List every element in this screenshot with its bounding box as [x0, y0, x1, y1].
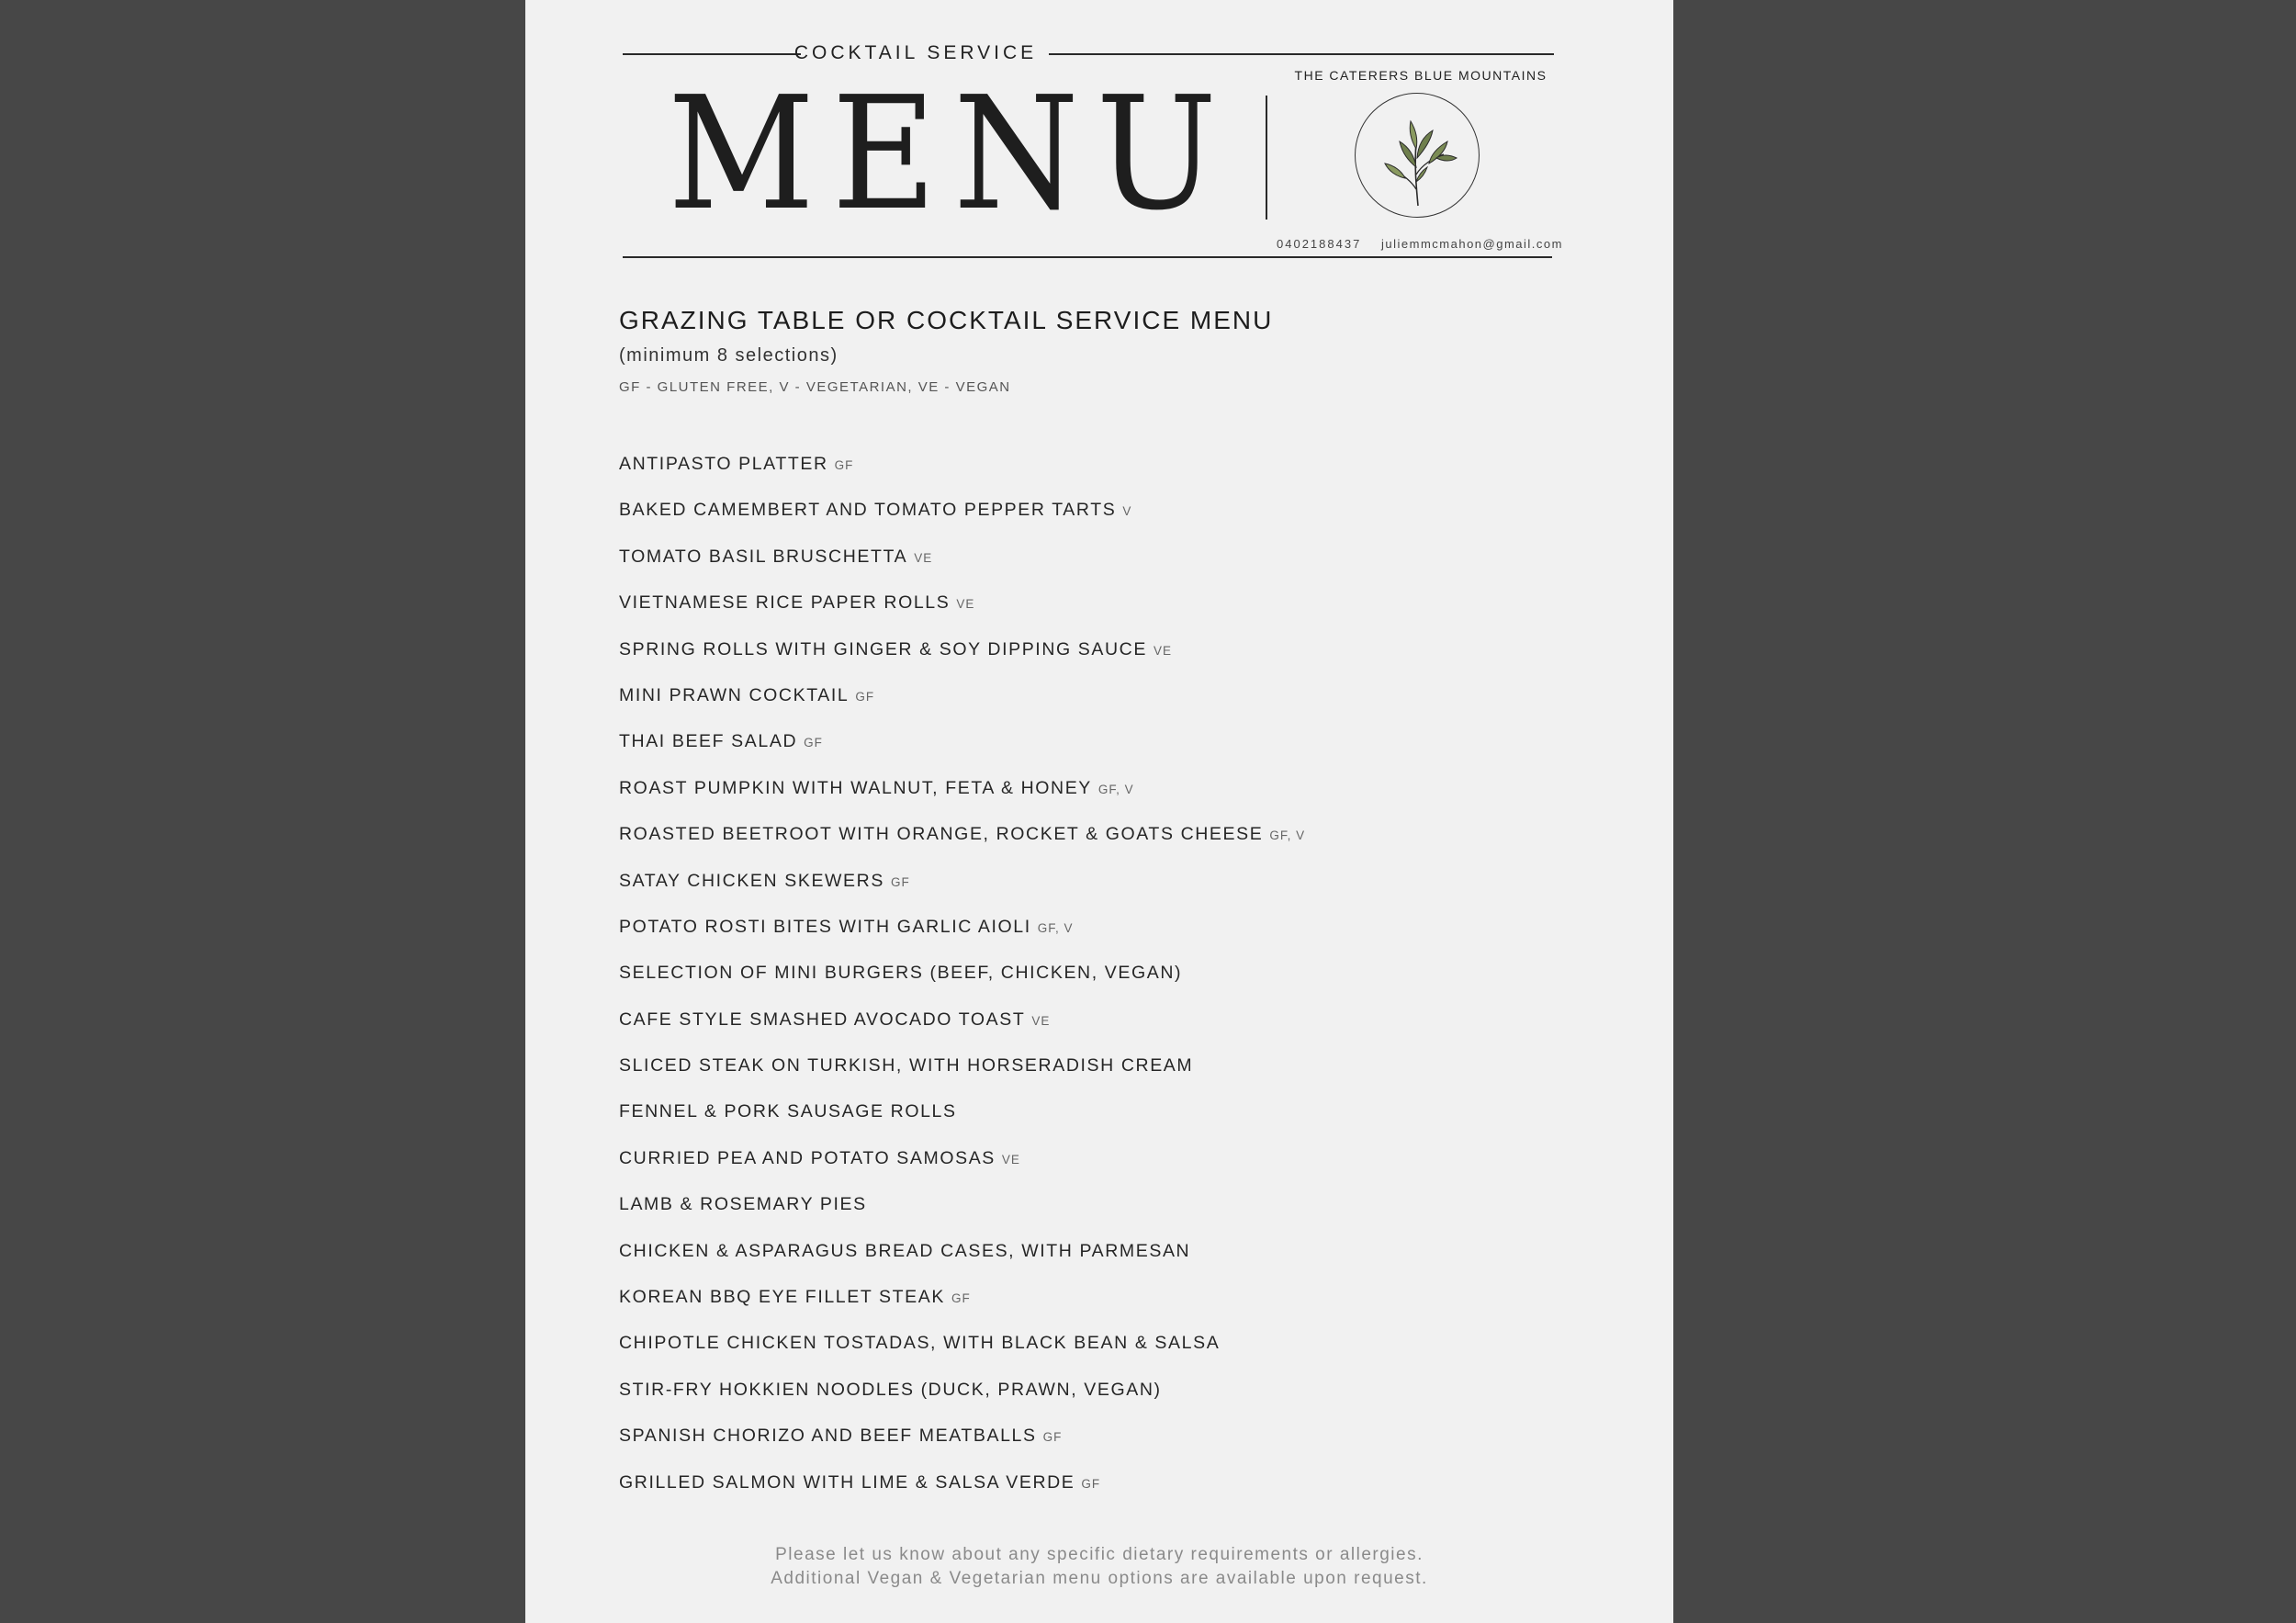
dietary-tag: GF — [834, 458, 854, 472]
menu-item-name: SPRING ROLLS WITH GINGER & SOY DIPPING SAUCE — [619, 638, 1147, 659]
dietary-tag: GF, V — [1269, 828, 1306, 843]
header-rule-bottom — [623, 256, 1552, 258]
menu-page — [525, 0, 1673, 1623]
menu-item — [619, 681, 1305, 727]
section-subtitle: (minimum 8 selections) — [619, 345, 838, 366]
header-divider — [1266, 96, 1267, 220]
menu-item — [619, 495, 1305, 541]
header-kicker: COCKTAIL SERVICE — [793, 42, 1038, 63]
menu-item — [619, 449, 1305, 495]
menu-item — [619, 1144, 1305, 1189]
menu-item — [619, 1328, 1305, 1374]
dietary-tag: GF, V — [1097, 782, 1134, 796]
header-rule-left — [623, 53, 801, 55]
menu-item-name: ROASTED BEETROOT WITH ORANGE, ROCKET & GOATS CHEESE — [619, 824, 1264, 845]
menu-item-name: KOREAN BBQ EYE FILLET STEAK — [619, 1287, 945, 1308]
dietary-tag: VE — [1031, 1013, 1051, 1028]
dietary-tag: GF — [855, 689, 875, 704]
contact-phone: 0402188437 — [1277, 237, 1362, 251]
menu-item — [619, 773, 1305, 819]
header-rule-right — [1049, 53, 1554, 55]
contact-email: juliemmcmahon@gmail.com — [1381, 237, 1563, 251]
menu-item — [619, 542, 1305, 588]
footer-note-2: Additional Vegan & Vegetarian menu options are available upon request. — [771, 1569, 1428, 1588]
menu-item-name: SELECTION OF MINI BURGERS (BEEF, CHICKEN, VEGAN) — [619, 963, 1183, 984]
menu-item-name: CHICKEN & ASPARAGUS BREAD CASES, WITH PARMESAN — [619, 1240, 1191, 1261]
menu-item-name: CHIPOTLE CHICKEN TOSTADAS, WITH BLACK BEAN & SALSA — [619, 1333, 1221, 1354]
menu-item — [619, 866, 1305, 912]
menu-item — [619, 727, 1305, 772]
menu-item-name: CURRIED PEA AND POTATO SAMOSAS — [619, 1147, 996, 1168]
menu-item — [619, 1468, 1305, 1514]
menu-item-name: MINI PRAWN COCKTAIL — [619, 684, 850, 705]
dietary-tag: GF — [890, 874, 910, 889]
menu-item-name: GRILLED SALMON WITH LIME & SALSA VERDE — [619, 1471, 1075, 1493]
menu-item-name: SLICED STEAK ON TURKISH, WITH HORSERADISH CREAM — [619, 1055, 1194, 1076]
menu-item-name: FENNEL & PORK SAUSAGE ROLLS — [619, 1101, 957, 1122]
menu-item — [619, 1189, 1305, 1235]
eucalyptus-leaf-icon — [1355, 93, 1480, 218]
menu-item — [619, 1375, 1305, 1421]
dietary-tag: GF, V — [1037, 920, 1074, 935]
dietary-tag: VE — [914, 550, 933, 565]
menu-items-list — [619, 449, 1305, 1514]
menu-item — [619, 1421, 1305, 1467]
dietary-tag: GF — [1081, 1476, 1101, 1491]
dietary-tag: GF — [951, 1291, 971, 1306]
menu-item — [619, 1236, 1305, 1282]
menu-item — [619, 635, 1305, 681]
menu-item — [619, 1097, 1305, 1143]
menu-item — [619, 588, 1305, 634]
menu-item-name: CAFE STYLE SMASHED AVOCADO TOAST — [619, 1009, 1026, 1030]
menu-item-name: BAKED CAMEMBERT AND TOMATO PEPPER TARTS — [619, 500, 1117, 521]
menu-item-name: LAMB & ROSEMARY PIES — [619, 1194, 867, 1215]
menu-item-name: SPANISH CHORIZO AND BEEF MEATBALLS — [619, 1426, 1037, 1447]
dietary-legend: GF - GLUTEN FREE, V - VEGETARIAN, VE - VEGAN — [619, 379, 1011, 395]
menu-title: MENU — [668, 63, 1234, 245]
menu-item-name: THAI BEEF SALAD — [619, 731, 798, 752]
menu-item-name: VIETNAMESE RICE PAPER ROLLS — [619, 592, 951, 614]
brand-name: THE CATERERS BLUE MOUNTAINS — [1294, 68, 1548, 83]
menu-item — [619, 1051, 1305, 1097]
menu-item — [619, 912, 1305, 958]
dietary-tag: VE — [1153, 643, 1172, 658]
dietary-tag: GF — [1042, 1430, 1063, 1445]
menu-item-name: STIR-FRY HOKKIEN NOODLES (DUCK, PRAWN, VEGAN) — [619, 1379, 1162, 1400]
menu-item-name: SATAY CHICKEN SKEWERS — [619, 870, 884, 891]
dietary-tag: V — [1122, 504, 1132, 519]
menu-item-name: POTATO ROSTI BITES WITH GARLIC AIOLI — [619, 916, 1031, 937]
menu-item — [619, 1005, 1305, 1051]
menu-item-name: ROAST PUMPKIN WITH WALNUT, FETA & HONEY — [619, 777, 1092, 798]
menu-item — [619, 958, 1305, 1004]
dietary-tag: GF — [804, 736, 823, 750]
menu-item — [619, 819, 1305, 865]
menu-item — [619, 1282, 1305, 1328]
menu-item-name: TOMATO BASIL BRUSCHETTA — [619, 546, 908, 567]
dietary-tag: VE — [956, 597, 975, 612]
dietary-tag: VE — [1001, 1152, 1020, 1167]
menu-item-name: ANTIPASTO PLATTER — [619, 454, 828, 474]
footer-note-1: Please let us know about any specific dietary requirements or allergies. — [775, 1545, 1424, 1564]
section-title: GRAZING TABLE OR COCKTAIL SERVICE MENU — [619, 306, 1274, 334]
